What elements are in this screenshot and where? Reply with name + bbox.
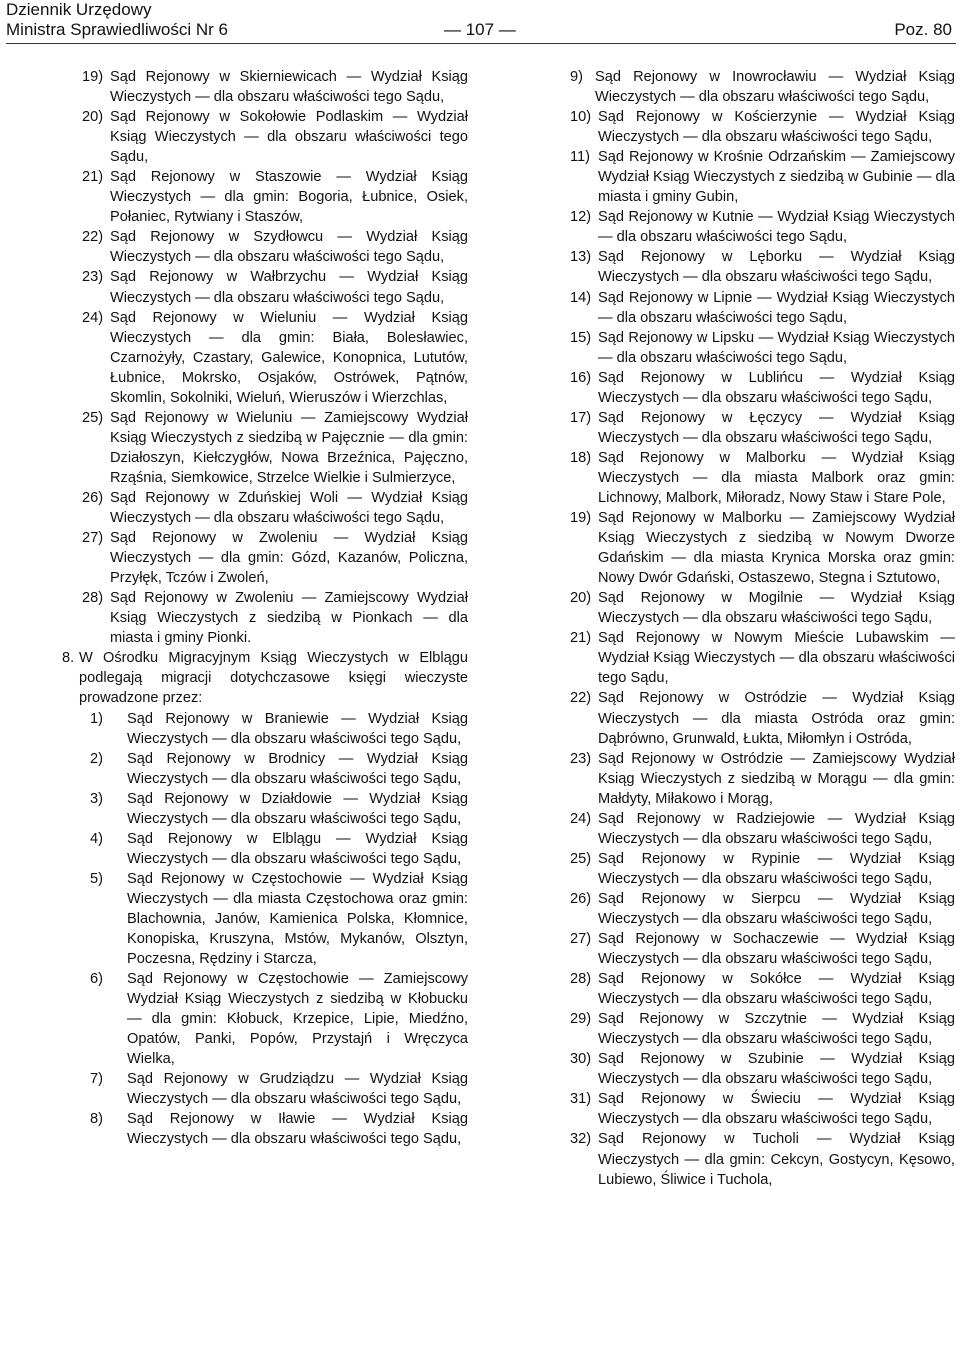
list-item: [570, 749, 955, 809]
item-number: 23): [570, 750, 592, 767]
list-item: [570, 508, 955, 588]
list-item: [570, 1009, 955, 1049]
left-column: [62, 67, 468, 1150]
item-text: Sąd Rejonowy w Wałbrzychu — Wydział Ksiąg Wieczystych — dla obszaru właściwości tego Sądu,: [110, 269, 468, 306]
item-number: 22): [82, 229, 104, 246]
item-text: Sąd Rejonowy w Zwoleniu — Zamiejscowy Wydział Ksiąg Wieczystych z siedzibą w Pionkach — dla miasta i gminy Pionki.: [110, 590, 468, 647]
item-number: 16): [570, 369, 592, 386]
list-item: [570, 1089, 955, 1129]
list-item: [82, 107, 468, 167]
item-text: Sąd Rejonowy w Kościerzynie — Wydział Ksiąg Wieczystych — dla obszaru właściwości tego Sądu,: [598, 109, 955, 146]
item-text: Sąd Rejonowy w Tucholi — Wydział Ksiąg Wieczystych — dla gmin: Cekcyn, Gostycyn, Kęsowo, Lubiewo, Śliwice i Tuchola,: [598, 1131, 955, 1188]
item-text: Sąd Rejonowy w Działdowie — Wydział Ksiąg Wieczystych — dla obszaru właściwości tego Sądu,: [127, 790, 468, 827]
item-text: Sąd Rejonowy w Inowrocławiu — Wydział Ksiąg Wieczystych — dla obszaru właściwości tego Sądu,: [595, 69, 955, 106]
item-text: Sąd Rejonowy w Brodnicy — Wydział Ksiąg Wieczystych — dla obszaru właściwości tego Sądu,: [127, 750, 468, 787]
list-item: [82, 408, 468, 488]
item-number: 24): [82, 309, 104, 326]
item-text: Sąd Rejonowy w Ostródzie — Wydział Ksiąg Wieczystych — dla miasta Ostróda oraz gmin: Dąbrówno, Grunwald, Łukta, Miłomłyn i Ostróda,: [598, 690, 955, 747]
item-number: 2): [90, 750, 103, 767]
right-column: [570, 67, 955, 1190]
page-header: [6, 0, 956, 44]
list-item: [570, 207, 955, 247]
item-number: 17): [570, 409, 592, 426]
item-number: 10): [570, 109, 592, 126]
list-item: [570, 849, 955, 889]
list-item: [82, 749, 468, 789]
item-text: Sąd Rejonowy w Braniewie — Wydział Ksiąg Wieczystych — dla obszaru właściwości tego Sądu,: [127, 710, 468, 747]
item-number: 20): [82, 109, 104, 126]
item-number: 6): [90, 971, 103, 988]
item-number: 8): [90, 1111, 103, 1128]
item-number: 9): [570, 69, 583, 85]
section-8: [62, 648, 468, 708]
item-text: Sąd Rejonowy w Grudziądzu — Wydział Ksiąg Wieczystych — dla obszaru właściwości tego Sądu,: [127, 1071, 468, 1108]
item-number: 32): [570, 1131, 592, 1148]
section-number: 8.: [62, 650, 75, 667]
right-items-list: [570, 67, 955, 1190]
item-number: 24): [570, 810, 592, 827]
list-item: [82, 488, 468, 528]
list-item: [570, 448, 955, 508]
item-number: 22): [570, 690, 592, 707]
list-item: [570, 929, 955, 969]
item-number: 30): [570, 1051, 592, 1068]
list-item: [570, 809, 955, 849]
item-number: 11): [570, 149, 591, 166]
item-text: Sąd Rejonowy w Staszowie — Wydział Ksiąg Wieczystych — dla gmin: Bogoria, Łubnice, Osiek, Połaniec, Rytwiany i Staszów,: [110, 169, 468, 226]
item-number: 31): [570, 1091, 592, 1108]
publisher-issue: Ministra Sprawiedliwości Nr 6: [6, 20, 229, 39]
item-number: 25): [82, 409, 104, 426]
list-item: [82, 167, 468, 227]
item-text: Sąd Rejonowy w Lipsku — Wydział Ksiąg Wieczystych — dla obszaru właściwości tego Sądu,: [598, 329, 955, 366]
item-text: Sąd Rejonowy w Szczytnie — Wydział Ksiąg Wieczystych — dla obszaru właściwości tego Sądu,: [598, 1011, 955, 1048]
list-item: [570, 628, 955, 688]
list-item: [82, 1109, 468, 1149]
item-text: Sąd Rejonowy w Rypinie — Wydział Ksiąg Wieczystych — dla obszaru właściwości tego Sądu,: [598, 850, 955, 887]
list-item: [570, 588, 955, 628]
item-text: Sąd Rejonowy w Elblągu — Wydział Ksiąg Wieczystych — dla obszaru właściwości tego Sądu,: [127, 830, 468, 867]
item-number: 25): [570, 850, 592, 867]
item-number: 27): [82, 530, 104, 547]
item-number: 21): [570, 630, 592, 647]
list-item: [82, 789, 468, 829]
list-item: [570, 147, 955, 207]
item-text: Sąd Rejonowy w Lęborku — Wydział Ksiąg Wieczystych — dla obszaru właściwości tego Sądu,: [598, 249, 955, 286]
section-text: W Ośrodku Migracyjnym Ksiąg Wieczystych w Elblągu podlegają migracji dotychczasowe księgi wieczyste prowadzone przez:: [79, 650, 468, 707]
list-item: [570, 368, 955, 408]
list-item: [570, 408, 955, 448]
item-number: 1): [90, 710, 103, 727]
item-text: Sąd Rejonowy w Zwoleniu — Wydział Ksiąg Wieczystych — dla gmin: Gózd, Kazanów, Policzna, Przyłęk, Tczów i Zwoleń,: [110, 530, 468, 587]
item-number: 26): [570, 890, 592, 907]
item-number: 20): [570, 590, 592, 607]
left-items-list: [82, 67, 468, 648]
item-text: Sąd Rejonowy w Radziejowie — Wydział Ksiąg Wieczystych — dla obszaru właściwości tego Sądu,: [598, 810, 955, 847]
list-item: [82, 869, 468, 969]
item-number: 15): [570, 329, 592, 346]
item-number: 19): [82, 69, 104, 85]
item-number: 4): [90, 830, 103, 847]
item-number: 26): [82, 489, 104, 506]
list-item: [82, 588, 468, 648]
list-item: [570, 107, 955, 147]
item-text: Sąd Rejonowy w Ostródzie — Zamiejscowy Wydział Ksiąg Wieczystych z siedzibą w Morągu — dla gmin: Małdyty, Miłakowo i Morąg,: [598, 750, 955, 807]
list-item: [82, 267, 468, 307]
item-text: Sąd Rejonowy w Sierpcu — Wydział Ksiąg Wieczystych — dla obszaru właściwości tego Sądu,: [598, 890, 955, 927]
item-number: 19): [570, 510, 592, 527]
item-text: Sąd Rejonowy w Lipnie — Wydział Ksiąg Wieczystych — dla obszaru właściwości tego Sądu,: [598, 289, 955, 326]
item-number: 5): [90, 870, 103, 887]
item-number: 18): [570, 449, 592, 466]
section-8-items-list: [82, 709, 468, 1150]
item-text: Sąd Rejonowy w Sokołowie Podlaskim — Wydział Ksiąg Wieczystych — dla obszaru właściwości tego Sądu,: [110, 109, 468, 166]
list-item: [570, 247, 955, 287]
item-text: Sąd Rejonowy w Sokółce — Wydział Ksiąg Wieczystych — dla obszaru właściwości tego Sądu,: [598, 971, 955, 1008]
item-text: Sąd Rejonowy w Malborku — Zamiejscowy Wydział Ksiąg Wieczystych z siedzibą w Nowym Dworze Gdańskim — dla miasta Krynica Morska oraz gmin: Nowy Dwór Gdański, Ostaszewo, Stegna i Sztutowo,: [598, 510, 955, 587]
list-item: [570, 889, 955, 929]
header-rule: [6, 43, 956, 44]
item-number: 23): [82, 269, 104, 286]
position-number: Poz. 80: [894, 20, 952, 39]
item-text: Sąd Rejonowy w Częstochowie — Wydział Ksiąg Wieczystych — dla miasta Częstochowa oraz gmin: Blachownia, Janów, Kamienica Polska, Kłomnice, Konopiska, Kruszyna, Mstów, Mykanów, Olsztyn, Poczesna, Rędziny i Starcza,: [127, 870, 468, 968]
item-number: 29): [570, 1011, 592, 1028]
item-number: 13): [570, 249, 592, 266]
list-item: [570, 288, 955, 328]
item-text: Sąd Rejonowy w Lublińcu — Wydział Ksiąg Wieczystych — dla obszaru właściwości tego Sądu,: [598, 369, 955, 406]
item-text: Sąd Rejonowy w Łęczycy — Wydział Ksiąg Wieczystych — dla obszaru właściwości tego Sądu,: [598, 409, 955, 446]
item-number: 12): [570, 209, 592, 226]
list-item: [570, 1129, 955, 1189]
list-item: [570, 328, 955, 368]
item-text: Sąd Rejonowy w Szydłowcu — Wydział Ksiąg Wieczystych — dla obszaru właściwości tego Sądu,: [110, 229, 468, 266]
item-text: Sąd Rejonowy w Świeciu — Wydział Ksiąg Wieczystych — dla obszaru właściwości tego Sądu,: [598, 1091, 955, 1128]
journal-title: Dziennik Urzędowy: [6, 0, 152, 19]
item-text: Sąd Rejonowy w Częstochowie — Zamiejscowy Wydział Ksiąg Wieczystych z siedzibą w Kłobucku — dla gmin: Kłobuck, Krzepice, Lipie, Miedźno, Opatów, Panki, Popów, Przystajń i Wręczyca Wielka,: [127, 971, 468, 1068]
list-item: [570, 1049, 955, 1089]
item-text: Sąd Rejonowy w Zduńskiej Woli — Wydział Ksiąg Wieczystych — dla obszaru właściwości tego Sądu,: [110, 489, 468, 527]
item-text: Sąd Rejonowy w Malborku — Wydział Ksiąg Wieczystych — dla miasta Malbork oraz gmin: Lichnowy, Malbork, Miłoradz, Nowy Staw i Stare Pole,: [598, 449, 955, 506]
item-number: 7): [90, 1071, 103, 1088]
item-text: Sąd Rejonowy w Szubinie — Wydział Ksiąg Wieczystych — dla obszaru właściwości tego Sądu,: [598, 1051, 955, 1088]
item-text: Sąd Rejonowy w Skierniewicach — Wydział Ksiąg Wieczystych — dla obszaru właściwości tego Sądu,: [110, 69, 468, 106]
list-item: [570, 969, 955, 1009]
list-item: [82, 528, 468, 588]
item-text: Sąd Rejonowy w Kutnie — Wydział Ksiąg Wieczystych — dla obszaru właściwości tego Sądu,: [598, 209, 955, 246]
item-text: Sąd Rejonowy w Wieluniu — Zamiejscowy Wydział Ksiąg Wieczystych z siedzibą w Pajęcznie — dla gmin: Działoszyn, Kiełczygłów, Nowa Brzeźnica, Pajęczno, Rząśnia, Siemkowice, Strzelce Wielkie i Sulmierzyce,: [110, 409, 468, 486]
item-text: Sąd Rejonowy w Iławie — Wydział Ksiąg Wieczystych — dla obszaru właściwości tego Sądu,: [127, 1111, 468, 1148]
item-number: 14): [570, 289, 592, 306]
list-item: [82, 67, 468, 107]
item-number: 28): [570, 971, 592, 988]
item-text: Sąd Rejonowy w Nowym Mieście Lubawskim — Wydział Ksiąg Wieczystych — dla obszaru właściwości tego Sądu,: [598, 630, 955, 687]
list-item: [570, 67, 955, 107]
list-item: [82, 829, 468, 869]
item-text: Sąd Rejonowy w Krośnie Odrzańskim — Zamiejscowy Wydział Ksiąg Wieczystych z siedzibą w Gubinie — dla miasta i gminy Gubin,: [598, 149, 955, 206]
list-item: [82, 709, 468, 749]
item-text: Sąd Rejonowy w Mogilnie — Wydział Ksiąg Wieczystych — dla obszaru właściwości tego Sądu,: [598, 590, 955, 627]
list-item: [82, 969, 468, 1069]
item-number: 27): [570, 931, 592, 948]
item-number: 21): [82, 169, 104, 186]
list-item: [82, 308, 468, 408]
item-number: 28): [82, 590, 104, 607]
item-number: 3): [90, 790, 103, 807]
page-number: — 107 —: [444, 20, 516, 39]
item-text: Sąd Rejonowy w Wieluniu — Wydział Ksiąg Wieczystych — dla gmin: Biała, Bolesławiec, Czarnożyły, Czastary, Galewice, Konopnica, Lututów, Łubnice, Mokrsko, Osjaków, Ostrówek, Pątnów, Skomlin, Sokolniki, Wieluń, Wieruszów i Wierzchlas,: [110, 309, 468, 406]
item-text: Sąd Rejonowy w Sochaczewie — Wydział Ksiąg Wieczystych — dla obszaru właściwości tego Sądu,: [598, 931, 955, 968]
list-item: [82, 227, 468, 267]
list-item: [570, 688, 955, 748]
list-item: [82, 1069, 468, 1109]
